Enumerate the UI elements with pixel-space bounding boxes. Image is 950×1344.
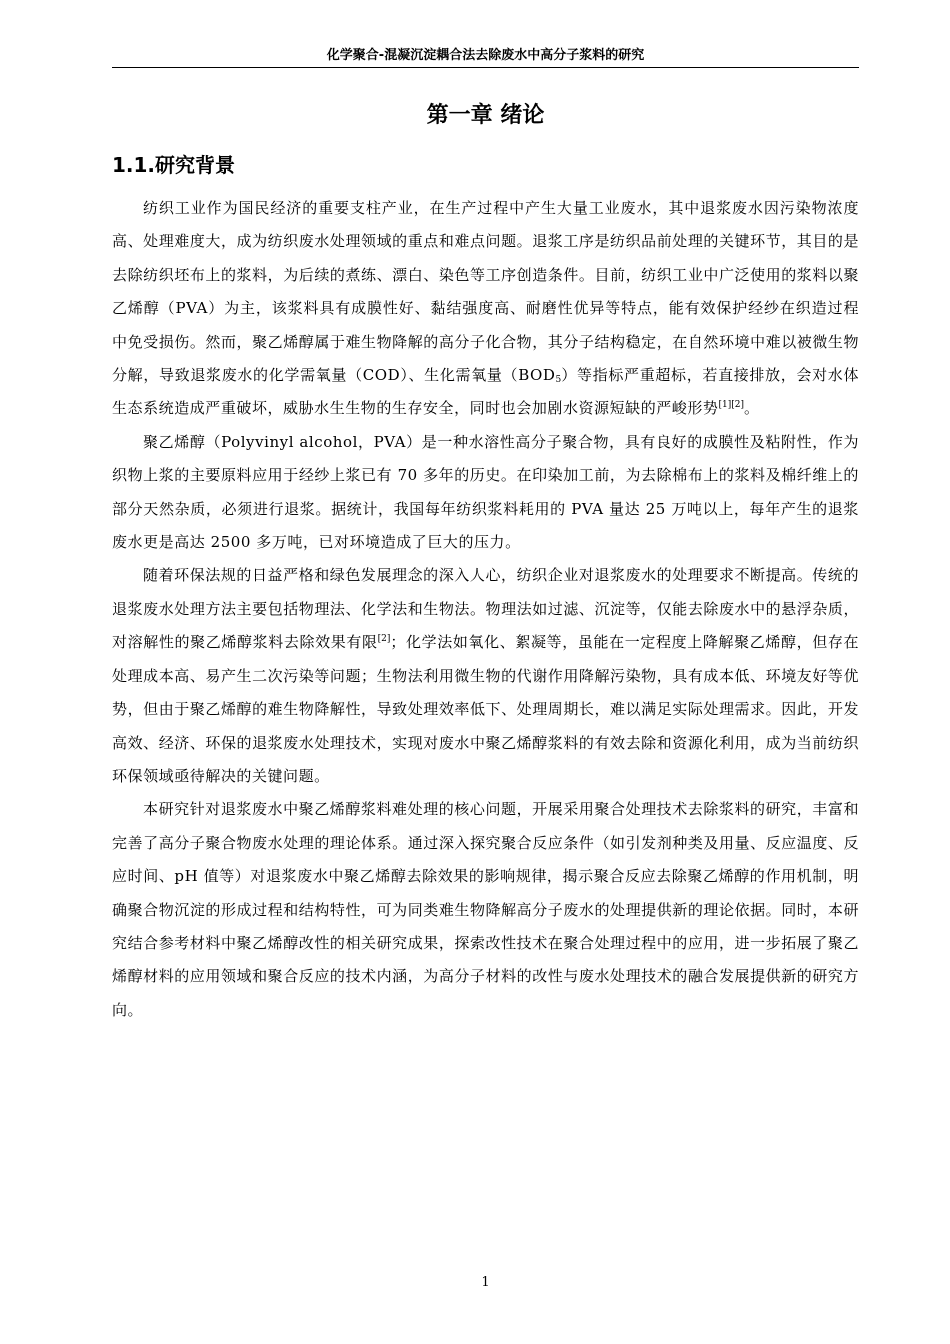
header-rule: [112, 67, 859, 68]
paragraph-3-text-a: 随着环保法规的日益严格和绿色发展理念的深入人心，纺织企业对退浆废水的处理要求不断提高。传统的退浆废水处理方法主要包括物理法、化学法和生物法。物理法如过滤、沉淀等，仅能去除废水中的悬浮杂质，对溶解性的聚乙烯醇浆料去除效果有限: [112, 566, 859, 652]
paragraph-1-text-c: 。: [743, 399, 760, 418]
paragraph-3: [112, 559, 859, 793]
chapter-title: 第一章 绪论: [426, 103, 545, 128]
running-header: 化学聚合-混凝沉淀耦合法去除废水中高分子浆料的研究: [326, 48, 645, 63]
citation-1-2: [1][2]: [718, 400, 744, 411]
paragraph-1-text-b: ）等指标严重超标，若直接排放，会对水体生态系统造成严重破坏，威胁水生生物的生存安全，同时也会加剧水资源短缺的严峻形势: [112, 366, 859, 418]
bod-subscript: 5: [555, 375, 562, 386]
paragraph-4: 本研究针对退浆废水中聚乙烯醇浆料难处理的核心问题，开展采用聚合处理技术去除浆料的研究，丰富和完善了高分子聚合物废水处理的理论体系。通过深入探究聚合反应条件（如引发剂种类及用量、反应温度、反应时间、pH 值等）对退浆废水中聚乙烯醇去除效果的影响规律，揭示聚合反应去除聚乙烯醇的作用机制，明确聚合物沉淀的形成过程和结构特性，可为同类难生物降解高分子废水的处理提供新的理论依据。同时，本研究结合参考材料中聚乙烯醇改性的相关研究成果，探索改性技术在聚合处理过程中的应用，进一步拓展了聚乙烯醇材料的应用领域和聚合反应的技术内涵，为高分子材料的改性与废水处理技术的融合发展提供新的研究方向。: [112, 800, 859, 1019]
body-text: [112, 192, 859, 1027]
paragraph-1: [112, 192, 859, 426]
page-number: 1: [481, 1275, 490, 1290]
paragraph-3-text-b: ；化学法如氧化、絮凝等，虽能在一定程度上降解聚乙烯醇，但存在处理成本高、易产生二次污染等问题；生物法利用微生物的代谢作用降解污染物，具有成本低、环境友好等优势，但由于聚乙烯醇的难生物降解性，导致处理效率低下、处理周期长，难以满足实际处理需求。因此，开发高效、经济、环保的退浆废水处理技术，实现对废水中聚乙烯醇浆料的有效去除和资源化利用，成为当前纺织环保领域亟待解决的关键问题。: [112, 633, 859, 785]
paragraph-2: 聚乙烯醇（Polyvinyl alcohol，PVA）是一种水溶性高分子聚合物，具有良好的成膜性及粘附性，作为织物上浆的主要原料应用于经纱上浆已有 70 多年的历史。在印染加工前，为去除棉布上的浆料及棉纤维上的部分天然杂质，必须进行退浆。据统计，我国每年纺织浆料耗用的 PVA 量达 25 万吨以上，每年产生的退浆废水更是高达 2500 多万吨，已对环境造成了巨大的压力。: [112, 432, 859, 552]
paragraph-1-text-a: 纺织工业作为国民经济的重要支柱产业，在生产过程中产生大量工业废水，其中退浆废水因污染物浓度高、处理难度大，成为纺织废水处理领域的重点和难点问题。退浆工序是纺织品前处理的关键环节，其目的是去除纺织坯布上的浆料，为后续的煮练、漂白、染色等工序创造条件。目前，纺织工业中广泛使用的浆料以聚乙烯醇（PVA）为主，该浆料具有成膜性好、黏结强度高、耐磨性优异等特点，能有效保护经纱在织造过程中免受损伤。然而，聚乙烯醇属于难生物降解的高分子化合物，其分子结构稳定，在自然环境中难以被微生物分解，导致退浆废水的化学需氧量（COD）、生化需氧量（BOD: [112, 199, 859, 385]
citation-2: [2]: [377, 634, 391, 645]
section-title: 1.1.研究背景: [112, 153, 236, 177]
